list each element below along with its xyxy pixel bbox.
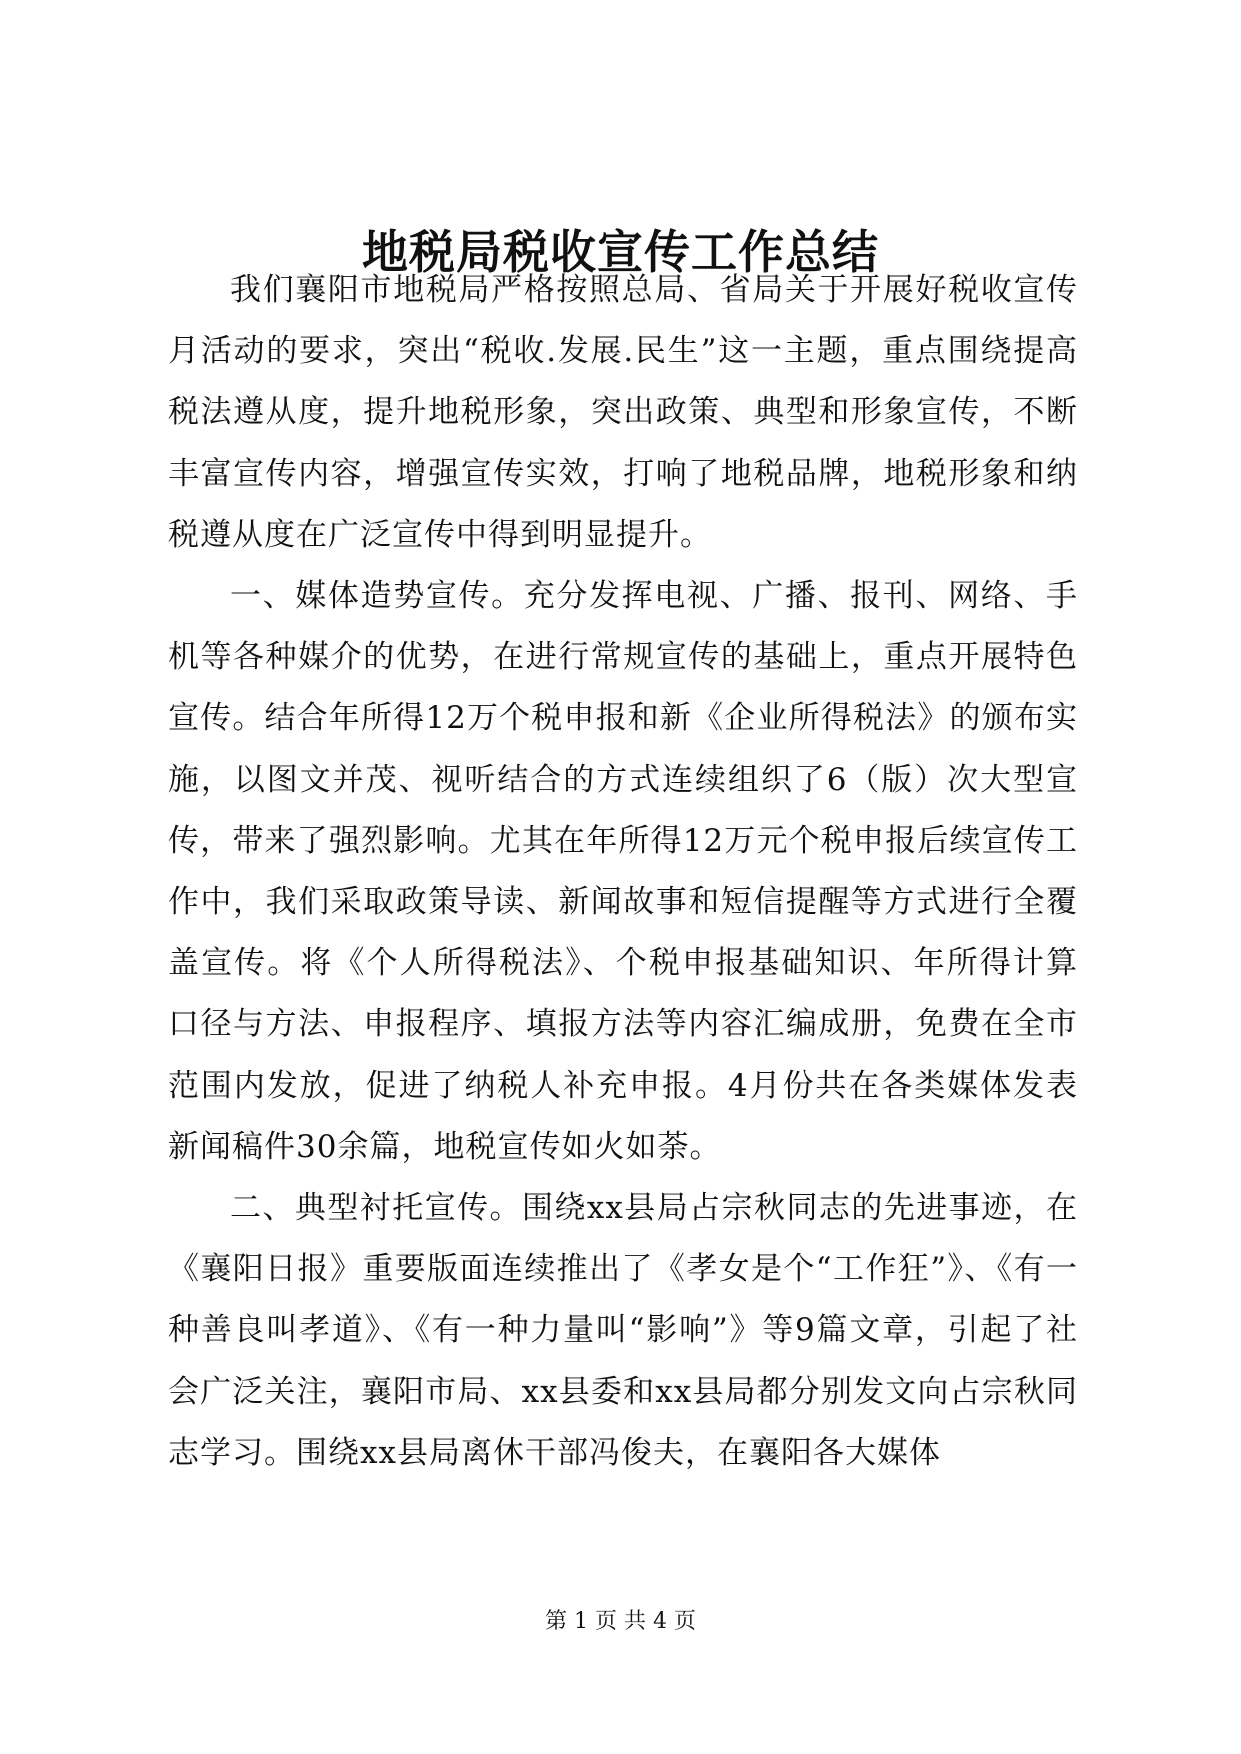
page-number-footer: 第 1 页 共 4 页 bbox=[545, 1609, 696, 1634]
document-body bbox=[168, 260, 1078, 1484]
paragraph-intro: 我们襄阳市地税局严格按照总局、省局关于开展好税收宣传月活动的要求，突出“税收.发展.民生”这一主题，重点围绕提高税法遵从度，提升地税形象，突出政策、典型和形象宣传，不断丰富宣传内容，增强宣传实效，打响了地税品牌，地税形象和纳税遵从度在广泛宣传中得到明显提升。 bbox=[168, 272, 1078, 553]
paragraph-typical-promotion: 二、典型衬托宣传。围绕xx县局占宗秋同志的先进事迹，在《襄阳日报》重要版面连续推出了《孝女是个“工作狂”》、《有一种善良叫孝道》、《有一种力量叫“影响”》等9篇文章，引起了社会广泛关注，襄阳市局、xx县委和xx县局都分别发文向占宗秋同志学习。围绕xx县局离休干部冯俊夫，在襄阳各大媒体 bbox=[168, 1190, 1078, 1471]
document-title: 地税局税收宣传工作总结 bbox=[362, 225, 879, 279]
paragraph-media-promotion: 一、媒体造势宣传。充分发挥电视、广播、报刊、网络、手机等各种媒介的优势，在进行常规宣传的基础上，重点开展特色宣传。结合年所得12万个税申报和新《企业所得税法》的颁布实施，以图文并茂、视听结合的方式连续组织了6（版）次大型宣传，带来了强烈影响。尤其在年所得12万元个税申报后续宣传工作中，我们采取政策导读、新闻故事和短信提醒等方式进行全覆盖宣传。将《个人所得税法》、个税申报基础知识、年所得计算口径与方法、申报程序、填报方法等内容汇编成册，免费在全市范围内发放，促进了纳税人补充申报。4月份共在各类媒体发表新闻稿件30余篇，地税宣传如火如荼。 bbox=[168, 578, 1078, 1165]
